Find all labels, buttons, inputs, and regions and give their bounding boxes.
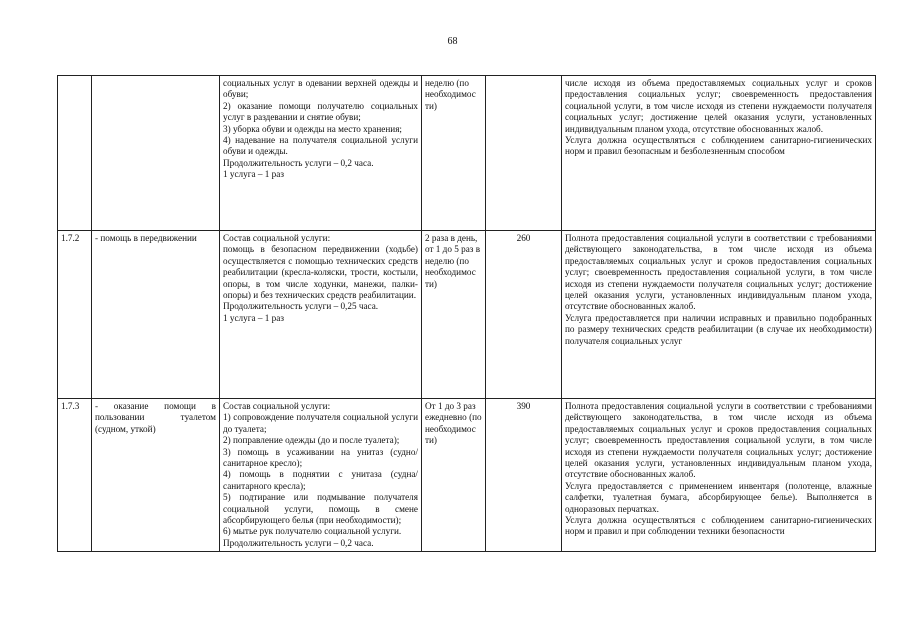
table-row [58,76,876,231]
description-line: 1 услуга – 1 раз [223,169,284,180]
services-table [57,75,876,552]
description-line: 3) уборка обуви и одежды на место хранения; [223,123,402,134]
description-line: Продолжительность услуги – 0,25 часа. [223,301,379,312]
service-price: 390 [486,399,562,552]
service-price [486,76,562,231]
service-number [58,76,92,231]
service-periodicity: 2 раза в день, от 1 до 5 раз в неделю (по необходимос ти) [422,231,486,399]
description-line: социальных услуг в одевании верхней одежды и обуви; [223,78,418,100]
quality-line: Услуга предоставляется при наличии исправных и правильно подобранных по размеру технических средств реабилитации (в случае их необходимости) получателя социальных услуг [565,312,872,346]
table-row [58,231,876,399]
description-line: Продолжительность услуги – 0,2 часа. [223,157,374,168]
service-name: - помощь в передвижении [92,231,220,399]
description-line: 3) помощь в усаживании на унитаз (судно/санитарное кресло); [223,446,418,469]
description-line: 4) помощь в поднятии с унитаза (судна/санитарного кресла); [223,469,418,491]
table-row [58,399,876,552]
service-description [220,231,422,399]
service-number: 1.7.2 [58,231,92,399]
description-line: 2) оказание помощи получателю социальных услуг в раздевании и снятие обуви; [223,100,418,123]
description-line: 1) сопровождение получателя социальной услуги до туалета; [223,412,418,434]
quality-line: Услуга предоставляется с применением инвентаря (полотенце, влажные салфетки, туалетная бумага, абсорбирующее белье). Выполняется в одноразовых перчатках. [565,480,872,514]
quality-line: Полнота предоставления социальной услуги в соответствии с требованиями действующего законодательства, в том числе исходя из объема предоставляемых социальных услуг и сроков предоставления социальных услуг; своевременность предоставления социальной услуги, в том числе исходя из степени нуждаемости получателя социальных услуг; достижение целей оказания услуги, установленных индивидуальным планом ухода, отсутствие обоснованных жалоб. [565,401,872,480]
description-line: Состав социальной услуги: [223,401,331,411]
service-quality [562,231,876,399]
service-description [220,399,422,552]
description-line: 1 услуга – 1 раз [223,312,284,323]
description-line: Продолжительность услуги – 0,2 часа. [223,537,374,548]
description-line: Состав социальной услуги: [223,233,331,243]
page-number: 68 [447,36,458,47]
quality-line: Услуга должна осуществляться с соблюдением санитарно-гигиенических норм и правил и при соблюдении техники безопасности [565,515,872,537]
description-line: 4) надевание на получателя социальной услуги обуви и одежды. [223,135,418,157]
service-periodicity: неделю (по необходимос ти) [422,76,486,231]
service-periodicity: От 1 до 3 раз ежедневно (по необходимос ти) [422,399,486,552]
service-quality [562,76,876,231]
description-line: 6) мытье рук получателю социальной услуги. [223,526,402,537]
service-number: 1.7.3 [58,399,92,552]
quality-line: Полнота предоставления социальной услуги в соответствии с требованиями действующего законодательства, в том числе исходя из объема предоставляемых социальных услуг и сроков предоставления социальных услуг; своевременность предоставления социальной услуги, в том числе исходя из степени нуждаемости получателя социальных услуг; достижение целей оказания услуги, установленных индивидуальным планом ухода, отсутствие обоснованных жалоб. [565,233,872,312]
service-description [220,76,422,231]
service-price: 260 [486,231,562,399]
quality-line: Услуга должна осуществляться с соблюдением санитарно-гигиенических норм и правил безопасным и безболезненным способом [565,135,872,157]
service-name [92,76,220,231]
description-line: 5) подтирание или подмывание получателя социальной услуги, помощь в смене абсорбирующего белья (при необходимости); [223,492,418,526]
description-line: 2) поправление одежды (до и после туалета); [223,435,400,446]
description-line: помощь в безопасном передвижении (ходьбе) осуществляется с помощью технических средств реабилитации (кресла-коляски, трости, костыли, опоры, в том числе ходунки, манежи, палки-опоры) и без технических средств реабилитации. [223,244,418,301]
quality-line: числе исходя из объема предоставляемых социальных услуг и сроков предоставления социальных услуг; своевременность предоставления социальной услуги, в том числе исходя из степени нуждаемости получателя социальных услуг; достижение целей оказания услуги, установленных индивидуальным планом ухода, отсутствие обоснованных жалоб. [565,78,872,134]
service-quality [562,399,876,552]
service-name: - оказание помощи в пользовании туалетом (судном, уткой) [92,399,220,552]
